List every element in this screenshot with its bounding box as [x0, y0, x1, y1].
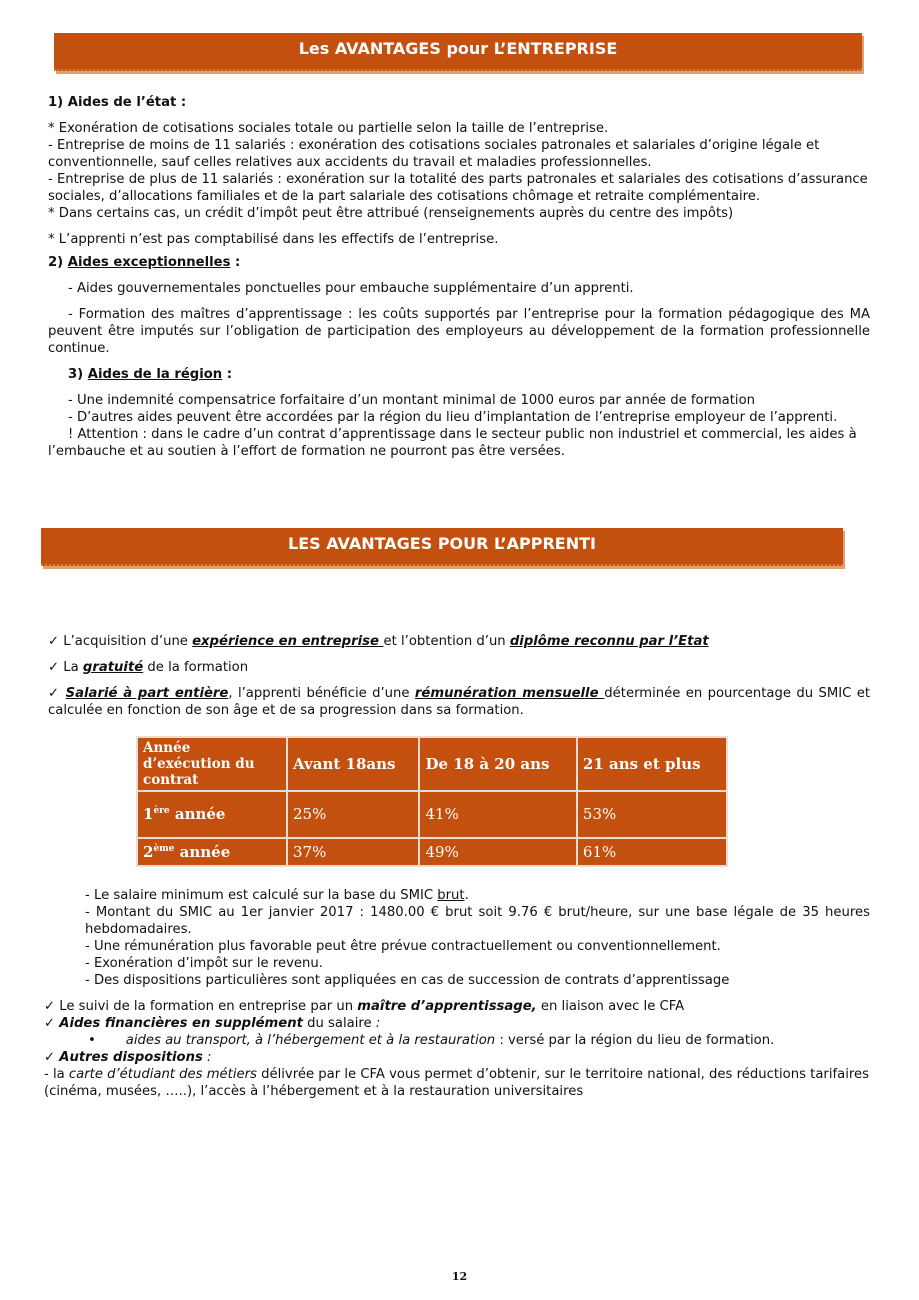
check-icon: ✓: [44, 999, 56, 1014]
state-aid-item: * Dans certains cas, un crédit d’impôt peut être attribué (renseignements auprès du centre des impôts): [48, 206, 734, 221]
salary-note: - Le salaire minimum est calculé sur la base du SMIC brut.: [85, 888, 469, 903]
check-icon: ✓: [44, 1016, 56, 1031]
apprentice-note: * L’apprenti n’est pas comptabilisé dans les effectifs de l’entreprise.: [48, 232, 499, 247]
exceptional-aid-item: - Formation des maîtres d’apprentissage : les coûts supportés par l’entreprise pour la formation pédagogique des MA peuvent être imputés sur l’obligation de participation des employeurs au développement de la formation professionnelle continue.: [48, 307, 870, 356]
salary-notes-block: [48, 887, 870, 989]
table-cell: 61%: [578, 839, 726, 865]
salary-note: - Montant du SMIC au 1er janvier 2017 : 1480.00 € brut soit 9.76 € brut/heure, sur une base légale de 35 heures hebdomadaires.: [85, 905, 870, 937]
table-header-row: [138, 738, 726, 790]
aides-list-item: • aides au transport, à l’hébergement et à la restauration : versé par la région du lieu de formation.: [88, 1033, 775, 1048]
check-icon: ✓: [48, 634, 60, 649]
state-aid-item: - Entreprise de moins de 11 salariés : exonération des cotisations sociales patronales et salariales d’origine légale et conventionnelle, sauf celles relatives aux accidents du travail et maladies professionnelles.: [48, 138, 820, 170]
section-banner-apprenti: LES AVANTAGES POUR L’APPRENTI: [41, 528, 843, 566]
salary-table: [136, 736, 728, 867]
section-banner-entreprise: Les AVANTAGES pour L’ENTREPRISE: [54, 33, 862, 71]
check-icon: ✓: [44, 1050, 56, 1065]
heading-aides-region: 3) Aides de la région :: [68, 367, 233, 382]
table-row-label: 2ème année: [138, 839, 286, 865]
aides-etat-block: [48, 94, 870, 460]
apprenti-benefits-block: [48, 633, 870, 719]
region-aid-item: - D’autres aides peuvent être accordées par la région du lieu d’implantation de l’entreprise employeur de l’apprenti.: [68, 410, 838, 425]
table-header-cell: Avant 18ans: [288, 738, 418, 790]
state-aid-item: * Exonération de cotisations sociales totale ou partielle selon la taille de l’entreprise.: [48, 121, 609, 136]
table-row-label: 1ère année: [138, 792, 286, 837]
heading-aides-exceptionnelles: 2) Aides exceptionnelles :: [48, 255, 241, 270]
table-row: [138, 792, 726, 837]
salary-note: - Une rémunération plus favorable peut être prévue contractuellement ou conventionnellement.: [85, 939, 721, 954]
salary-note: - Des dispositions particulières sont appliquées en cas de succession de contrats d’apprentissage: [85, 973, 730, 988]
table-header-cell: Année d’exécution du contrat: [138, 738, 286, 790]
other-benefits-block: [44, 998, 870, 1100]
salary-note: - Exonération d’impôt sur le revenu.: [85, 956, 323, 971]
exceptional-aid-item: - Aides gouvernementales ponctuelles pour embauche supplémentaire d’un apprenti.: [68, 281, 634, 296]
table-cell: 37%: [288, 839, 418, 865]
page-number: 12: [451, 1270, 468, 1283]
table-header-cell: De 18 à 20 ans: [420, 738, 575, 790]
table-row: [138, 839, 726, 865]
carte-etudiant-text: - la carte d’étudiant des métiers délivrée par le CFA vous permet d’obtenir, sur le territoire national, des réductions tarifaires (cinéma, musées, …..), l’accès à l’hébergement et à la restauration universitaires: [44, 1067, 869, 1099]
attention-note: ! Attention : dans le cadre d’un contrat d’apprentissage dans le secteur public non industriel et commercial, les aides à l’embauche et au soutien à l’effort de formation ne pourront pas être versées.: [48, 427, 857, 459]
check-icon: ✓: [48, 660, 60, 675]
benefit-autres-dispositions: ✓ Autres dispositions :: [44, 1050, 212, 1065]
benefit-aides-financieres: ✓ Aides financières en supplément du salaire :: [44, 1016, 381, 1031]
check-icon: ✓: [48, 686, 61, 701]
table-cell: 53%: [578, 792, 726, 837]
table-cell: 41%: [420, 792, 575, 837]
benefit-salarie: ✓ Salarié à part entière, l’apprenti bénéficie d’une rémunération mensuelle déterminée en pourcentage du SMIC et calculée en fonction de son âge et de sa progression dans sa formation.: [48, 686, 870, 718]
heading-aides-etat: 1) Aides de l’état :: [48, 95, 187, 110]
benefit-experience: ✓ L’acquisition d’une expérience en entreprise et l’obtention d’un diplôme reconnu par l’Etat: [48, 634, 709, 649]
table-cell: 49%: [420, 839, 575, 865]
state-aid-item: - Entreprise de plus de 11 salariés : exonération sur la totalité des parts patronales et salariales des cotisations d’assurance sociales, d’allocations familiales et de la part salariale des cotisations chômage et retraite complémentaire.: [48, 172, 868, 204]
benefit-gratuite: ✓ La gratuité de la formation: [48, 660, 249, 675]
table-header-cell: 21 ans et plus: [578, 738, 726, 790]
bullet-icon: •: [88, 1033, 96, 1048]
benefit-maitre: ✓ Le suivi de la formation en entreprise par un maître d’apprentissage, en liaison avec le CFA: [44, 999, 685, 1014]
table-cell: 25%: [288, 792, 418, 837]
region-aid-item: - Une indemnité compensatrice forfaitaire d’un montant minimal de 1000 euros par année de formation: [68, 393, 756, 408]
